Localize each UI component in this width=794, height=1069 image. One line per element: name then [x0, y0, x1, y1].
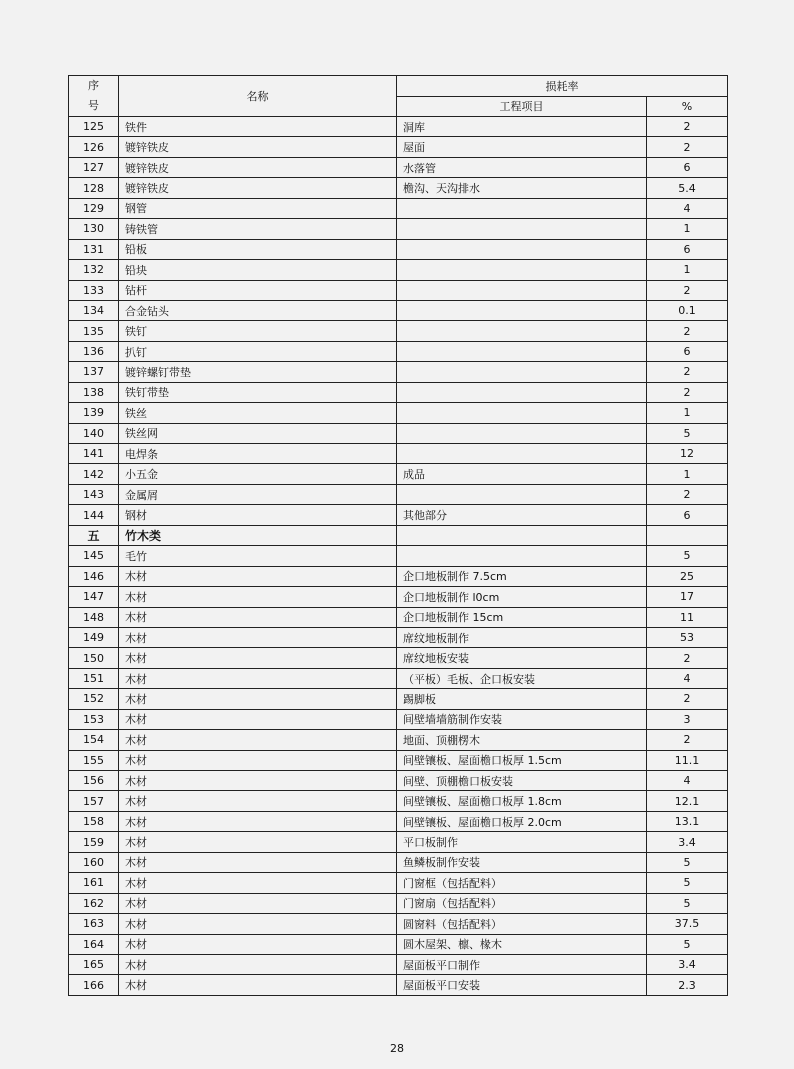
table-row — [69, 893, 728, 913]
table-row — [69, 689, 728, 709]
row-percent: 2 — [647, 362, 728, 382]
row-project: 屋面板平口制作 — [397, 954, 647, 974]
table-row — [69, 321, 728, 341]
row-name: 金属屑 — [119, 484, 397, 504]
row-project: 间壁镶板、屋面檐口板厚 1.8cm — [397, 791, 647, 811]
row-percent: 2 — [647, 648, 728, 668]
row-number: 131 — [69, 239, 119, 259]
row-percent: 6 — [647, 505, 728, 525]
row-number: 153 — [69, 709, 119, 729]
table-row — [69, 627, 728, 647]
row-number: 147 — [69, 587, 119, 607]
row-name: 木材 — [119, 954, 397, 974]
row-number: 144 — [69, 505, 119, 525]
row-number: 146 — [69, 566, 119, 586]
row-name: 木材 — [119, 730, 397, 750]
row-number: 157 — [69, 791, 119, 811]
row-number: 163 — [69, 914, 119, 934]
row-percent: 11 — [647, 607, 728, 627]
table-body — [69, 117, 728, 996]
row-percent: 2 — [647, 382, 728, 402]
row-number: 143 — [69, 484, 119, 504]
row-number: 161 — [69, 873, 119, 893]
page-number: 28 — [390, 1042, 404, 1055]
row-project: 间壁、顶棚檐口板安装 — [397, 771, 647, 791]
row-project: 圆木屋架、檩、椽木 — [397, 934, 647, 954]
row-number: 148 — [69, 607, 119, 627]
row-name: 铸铁管 — [119, 219, 397, 239]
row-percent: 2.3 — [647, 975, 728, 995]
section-row — [69, 525, 728, 545]
row-number: 159 — [69, 832, 119, 852]
loss-rate-table — [68, 75, 728, 996]
row-percent: 2 — [647, 689, 728, 709]
row-project: 地面、顶棚楞木 — [397, 730, 647, 750]
row-project: 踢脚板 — [397, 689, 647, 709]
row-name: 木材 — [119, 750, 397, 770]
row-name: 木材 — [119, 587, 397, 607]
row-name: 铁钉带垫 — [119, 382, 397, 402]
row-number: 126 — [69, 137, 119, 157]
table-row — [69, 300, 728, 320]
row-percent: 53 — [647, 627, 728, 647]
row-number: 132 — [69, 260, 119, 280]
row-name: 竹木类 — [119, 525, 397, 545]
table-row — [69, 239, 728, 259]
row-number: 142 — [69, 464, 119, 484]
row-name: 木材 — [119, 668, 397, 688]
table-row — [69, 954, 728, 974]
row-number: 130 — [69, 219, 119, 239]
row-name: 铁丝 — [119, 403, 397, 423]
row-number: 150 — [69, 648, 119, 668]
table-row — [69, 668, 728, 688]
name-header: 名称 — [119, 76, 397, 117]
row-percent: 25 — [647, 566, 728, 586]
row-percent: 37.5 — [647, 914, 728, 934]
table-row — [69, 811, 728, 831]
row-project — [397, 219, 647, 239]
row-number: 136 — [69, 341, 119, 361]
row-project: 间壁镶板、屋面檐口板厚 1.5cm — [397, 750, 647, 770]
row-project: （平板）毛板、企口板安装 — [397, 668, 647, 688]
table-row — [69, 730, 728, 750]
row-project — [397, 280, 647, 300]
row-number: 164 — [69, 934, 119, 954]
table-row — [69, 280, 728, 300]
row-percent: 6 — [647, 341, 728, 361]
row-percent: 11.1 — [647, 750, 728, 770]
row-project: 成品 — [397, 464, 647, 484]
percent-header: % — [647, 96, 728, 117]
row-name: 钢管 — [119, 198, 397, 218]
row-project — [397, 403, 647, 423]
row-percent: 1 — [647, 464, 728, 484]
row-number: 154 — [69, 730, 119, 750]
row-number: 158 — [69, 811, 119, 831]
row-project: 屋面 — [397, 137, 647, 157]
row-project — [397, 239, 647, 259]
row-name: 镀锌铁皮 — [119, 157, 397, 177]
row-name: 木材 — [119, 771, 397, 791]
row-project: 鱼鳞板制作安装 — [397, 852, 647, 872]
row-percent: 5.4 — [647, 178, 728, 198]
sequence-header — [69, 76, 119, 117]
row-name: 钻杆 — [119, 280, 397, 300]
row-project: 间壁墙墙筋制作安装 — [397, 709, 647, 729]
table-row — [69, 709, 728, 729]
table-row — [69, 607, 728, 627]
table-row — [69, 873, 728, 893]
table-row — [69, 852, 728, 872]
row-percent: 5 — [647, 893, 728, 913]
row-project: 平口板制作 — [397, 832, 647, 852]
row-percent: 2 — [647, 730, 728, 750]
row-project — [397, 423, 647, 443]
row-project: 檐沟、天沟排水 — [397, 178, 647, 198]
row-project — [397, 362, 647, 382]
row-number: 134 — [69, 300, 119, 320]
row-project: 水落管 — [397, 157, 647, 177]
row-percent: 1 — [647, 219, 728, 239]
row-number: 127 — [69, 157, 119, 177]
row-percent: 4 — [647, 198, 728, 218]
row-percent: 12 — [647, 444, 728, 464]
row-name: 钢材 — [119, 505, 397, 525]
row-project: 屋面板平口安装 — [397, 975, 647, 995]
row-name: 铅块 — [119, 260, 397, 280]
row-project — [397, 321, 647, 341]
row-percent: 6 — [647, 239, 728, 259]
table-row — [69, 546, 728, 566]
row-percent: 3 — [647, 709, 728, 729]
row-name: 木材 — [119, 811, 397, 831]
table-row — [69, 362, 728, 382]
row-percent: 3.4 — [647, 954, 728, 974]
table-row — [69, 771, 728, 791]
row-number: 155 — [69, 750, 119, 770]
row-number: 145 — [69, 546, 119, 566]
row-name: 铅板 — [119, 239, 397, 259]
table-row — [69, 178, 728, 198]
row-percent: 1 — [647, 403, 728, 423]
table-row — [69, 484, 728, 504]
row-name: 木材 — [119, 832, 397, 852]
row-number: 135 — [69, 321, 119, 341]
row-name: 小五金 — [119, 464, 397, 484]
table-row — [69, 117, 728, 137]
row-name: 毛竹 — [119, 546, 397, 566]
row-number: 149 — [69, 627, 119, 647]
row-project: 洞库 — [397, 117, 647, 137]
row-name: 木材 — [119, 893, 397, 913]
row-percent: 5 — [647, 934, 728, 954]
table-row — [69, 975, 728, 995]
row-percent: 2 — [647, 137, 728, 157]
table-row — [69, 566, 728, 586]
row-percent: 17 — [647, 587, 728, 607]
row-project: 其他部分 — [397, 505, 647, 525]
table-row — [69, 444, 728, 464]
row-name: 镀锌螺钉带垫 — [119, 362, 397, 382]
row-project: 企口地板制作 15cm — [397, 607, 647, 627]
sequence-header-line2: 号 — [88, 99, 99, 112]
table-row — [69, 934, 728, 954]
row-name: 电焊条 — [119, 444, 397, 464]
row-project: 企口地板制作 7.5cm — [397, 566, 647, 586]
row-percent: 5 — [647, 546, 728, 566]
table-row — [69, 341, 728, 361]
row-percent: 4 — [647, 668, 728, 688]
row-number: 141 — [69, 444, 119, 464]
row-project — [397, 300, 647, 320]
row-number: 162 — [69, 893, 119, 913]
row-number: 152 — [69, 689, 119, 709]
row-percent: 5 — [647, 873, 728, 893]
row-number: 137 — [69, 362, 119, 382]
sequence-header-line1: 序 — [88, 79, 99, 92]
table-row — [69, 914, 728, 934]
row-name: 木材 — [119, 607, 397, 627]
row-number: 五 — [69, 525, 119, 545]
row-project: 席纹地板安装 — [397, 648, 647, 668]
row-name: 合金钻头 — [119, 300, 397, 320]
table-row — [69, 587, 728, 607]
table-row — [69, 137, 728, 157]
row-percent: 5 — [647, 852, 728, 872]
row-number: 166 — [69, 975, 119, 995]
row-percent: 6 — [647, 157, 728, 177]
row-percent: 12.1 — [647, 791, 728, 811]
row-project — [397, 341, 647, 361]
row-number: 151 — [69, 668, 119, 688]
row-percent: 2 — [647, 321, 728, 341]
row-name: 木材 — [119, 627, 397, 647]
header-row-1 — [69, 76, 728, 97]
row-number: 133 — [69, 280, 119, 300]
row-name: 木材 — [119, 791, 397, 811]
row-number: 129 — [69, 198, 119, 218]
row-percent: 1 — [647, 260, 728, 280]
row-project: 企口地板制作 l0cm — [397, 587, 647, 607]
table-row — [69, 423, 728, 443]
table-row — [69, 832, 728, 852]
row-project: 间壁镶板、屋面檐口板厚 2.0cm — [397, 811, 647, 831]
row-name: 铁丝网 — [119, 423, 397, 443]
row-project — [397, 382, 647, 402]
row-name: 铁钉 — [119, 321, 397, 341]
row-name: 木材 — [119, 914, 397, 934]
row-name: 木材 — [119, 934, 397, 954]
row-percent: 2 — [647, 280, 728, 300]
row-percent: 5 — [647, 423, 728, 443]
row-name: 木材 — [119, 975, 397, 995]
row-project — [397, 444, 647, 464]
row-name: 扒钉 — [119, 341, 397, 361]
row-name: 木材 — [119, 648, 397, 668]
row-percent: 2 — [647, 484, 728, 504]
loss-rate-header: 损耗率 — [397, 76, 728, 97]
row-project — [397, 198, 647, 218]
row-name: 镀锌铁皮 — [119, 178, 397, 198]
row-number: 160 — [69, 852, 119, 872]
row-project: 圆窗料（包括配料） — [397, 914, 647, 934]
table-row — [69, 750, 728, 770]
row-number: 138 — [69, 382, 119, 402]
row-number: 125 — [69, 117, 119, 137]
table-row — [69, 219, 728, 239]
row-number: 156 — [69, 771, 119, 791]
row-number: 140 — [69, 423, 119, 443]
table-row — [69, 403, 728, 423]
table-row — [69, 505, 728, 525]
row-percent: 2 — [647, 117, 728, 137]
row-name: 铁件 — [119, 117, 397, 137]
row-project: 门窗扇（包括配料） — [397, 893, 647, 913]
table-row — [69, 464, 728, 484]
row-project — [397, 260, 647, 280]
row-name: 木材 — [119, 852, 397, 872]
project-header: 工程项目 — [397, 96, 647, 117]
table-row — [69, 260, 728, 280]
row-number: 128 — [69, 178, 119, 198]
row-project — [397, 484, 647, 504]
row-name: 镀锌铁皮 — [119, 137, 397, 157]
row-name: 木材 — [119, 689, 397, 709]
row-percent: 3.4 — [647, 832, 728, 852]
row-project: 门窗框（包括配料） — [397, 873, 647, 893]
row-project — [397, 525, 647, 545]
table-row — [69, 157, 728, 177]
row-number: 165 — [69, 954, 119, 974]
row-percent: 4 — [647, 771, 728, 791]
row-percent: 0.1 — [647, 300, 728, 320]
row-name: 木材 — [119, 873, 397, 893]
table-row — [69, 791, 728, 811]
row-number: 139 — [69, 403, 119, 423]
row-name: 木材 — [119, 566, 397, 586]
row-percent — [647, 525, 728, 545]
table-row — [69, 648, 728, 668]
row-name: 木材 — [119, 709, 397, 729]
table-row — [69, 382, 728, 402]
row-project: 席纹地板制作 — [397, 627, 647, 647]
row-project — [397, 546, 647, 566]
table-row — [69, 198, 728, 218]
row-percent: 13.1 — [647, 811, 728, 831]
